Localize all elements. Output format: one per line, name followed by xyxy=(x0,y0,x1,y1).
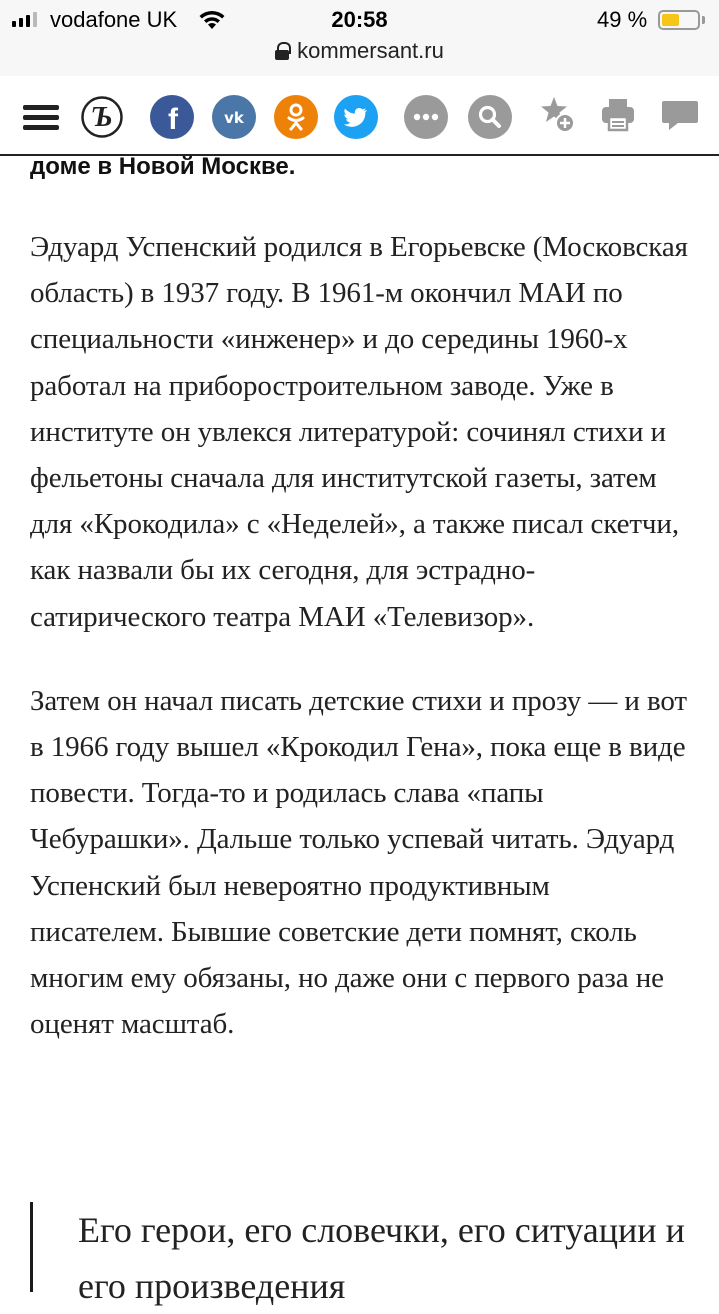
url-text[interactable]: kommersant.ru xyxy=(297,38,444,63)
twitter-share-button[interactable] xyxy=(334,95,378,139)
pull-quote xyxy=(30,1202,690,1306)
battery-percentage: 49 % xyxy=(597,7,648,32)
lock-icon xyxy=(275,42,289,60)
battery-terminal xyxy=(702,16,705,24)
menu-icon[interactable] xyxy=(19,95,63,139)
print-icon xyxy=(596,93,640,142)
address-bar[interactable] xyxy=(0,38,719,68)
twitter-icon xyxy=(334,95,378,139)
odnoklassniki-icon xyxy=(274,95,318,139)
comments-icon xyxy=(658,93,702,142)
pull-quote-text: Его герои, его словечки, его ситуации и его произведения xyxy=(78,1210,685,1306)
facebook-share-button[interactable] xyxy=(150,95,194,139)
vk-icon xyxy=(212,95,256,139)
battery-level-fill xyxy=(662,14,679,26)
article-paragraph: Эдуард Успенский родился в Егорьевске (Московская область) в 1937 году. В 1961-м окончил МАИ по специальности «инженер» и до середины 1960-х работал на приборостроительном заводе. Уже в институте он увлекся литературой: сочинял стихи и фельетоны сначала для институтской газеты, затем для «Крокодила» с «Неделей», а также писал скетчи, как назвали бы их сегодня, для эстрадно-сатирического театра МАИ «Телевизор». xyxy=(30,231,688,633)
clock: 20:58 xyxy=(331,7,388,32)
vk-share-button[interactable] xyxy=(212,95,256,139)
article-body xyxy=(30,150,690,1047)
kommersant-logo[interactable] xyxy=(80,95,124,139)
add-favorite-button[interactable] xyxy=(536,95,580,139)
battery-icon xyxy=(658,10,700,30)
browser-chrome xyxy=(0,0,719,76)
odnoklassniki-share-button[interactable] xyxy=(274,95,318,139)
svg-text:vk: vk xyxy=(224,109,244,127)
search-button[interactable] xyxy=(468,95,512,139)
search-icon xyxy=(468,95,512,139)
svg-text:f: f xyxy=(168,103,178,136)
comments-button[interactable] xyxy=(658,95,702,139)
more-icon xyxy=(404,95,448,139)
more-button[interactable] xyxy=(404,95,448,139)
carrier-name: vodafone UK xyxy=(50,7,178,32)
status-bar xyxy=(0,0,719,40)
svg-text:Ъ: Ъ xyxy=(91,102,113,133)
favorite-add-icon xyxy=(536,93,580,142)
facebook-icon xyxy=(150,95,194,139)
article-paragraph: Затем он начал писать детские стихи и прозу — и вот в 1966 году вышел «Крокодил Гена», пока еще в виде повести. Тогда-то и родилась слава «папы Чебурашки». Дальше только успевай читать. Эдуард Успенский был невероятно продуктивным писателем. Бывшие советские дети помнят, сколь многим ему обязаны, но даже они с первого раза не оценят масштаб. xyxy=(30,684,687,1041)
site-toolbar xyxy=(0,76,719,156)
print-button[interactable] xyxy=(596,95,640,139)
lead-paragraph-tail: доме в Новой Москве. xyxy=(30,153,296,180)
